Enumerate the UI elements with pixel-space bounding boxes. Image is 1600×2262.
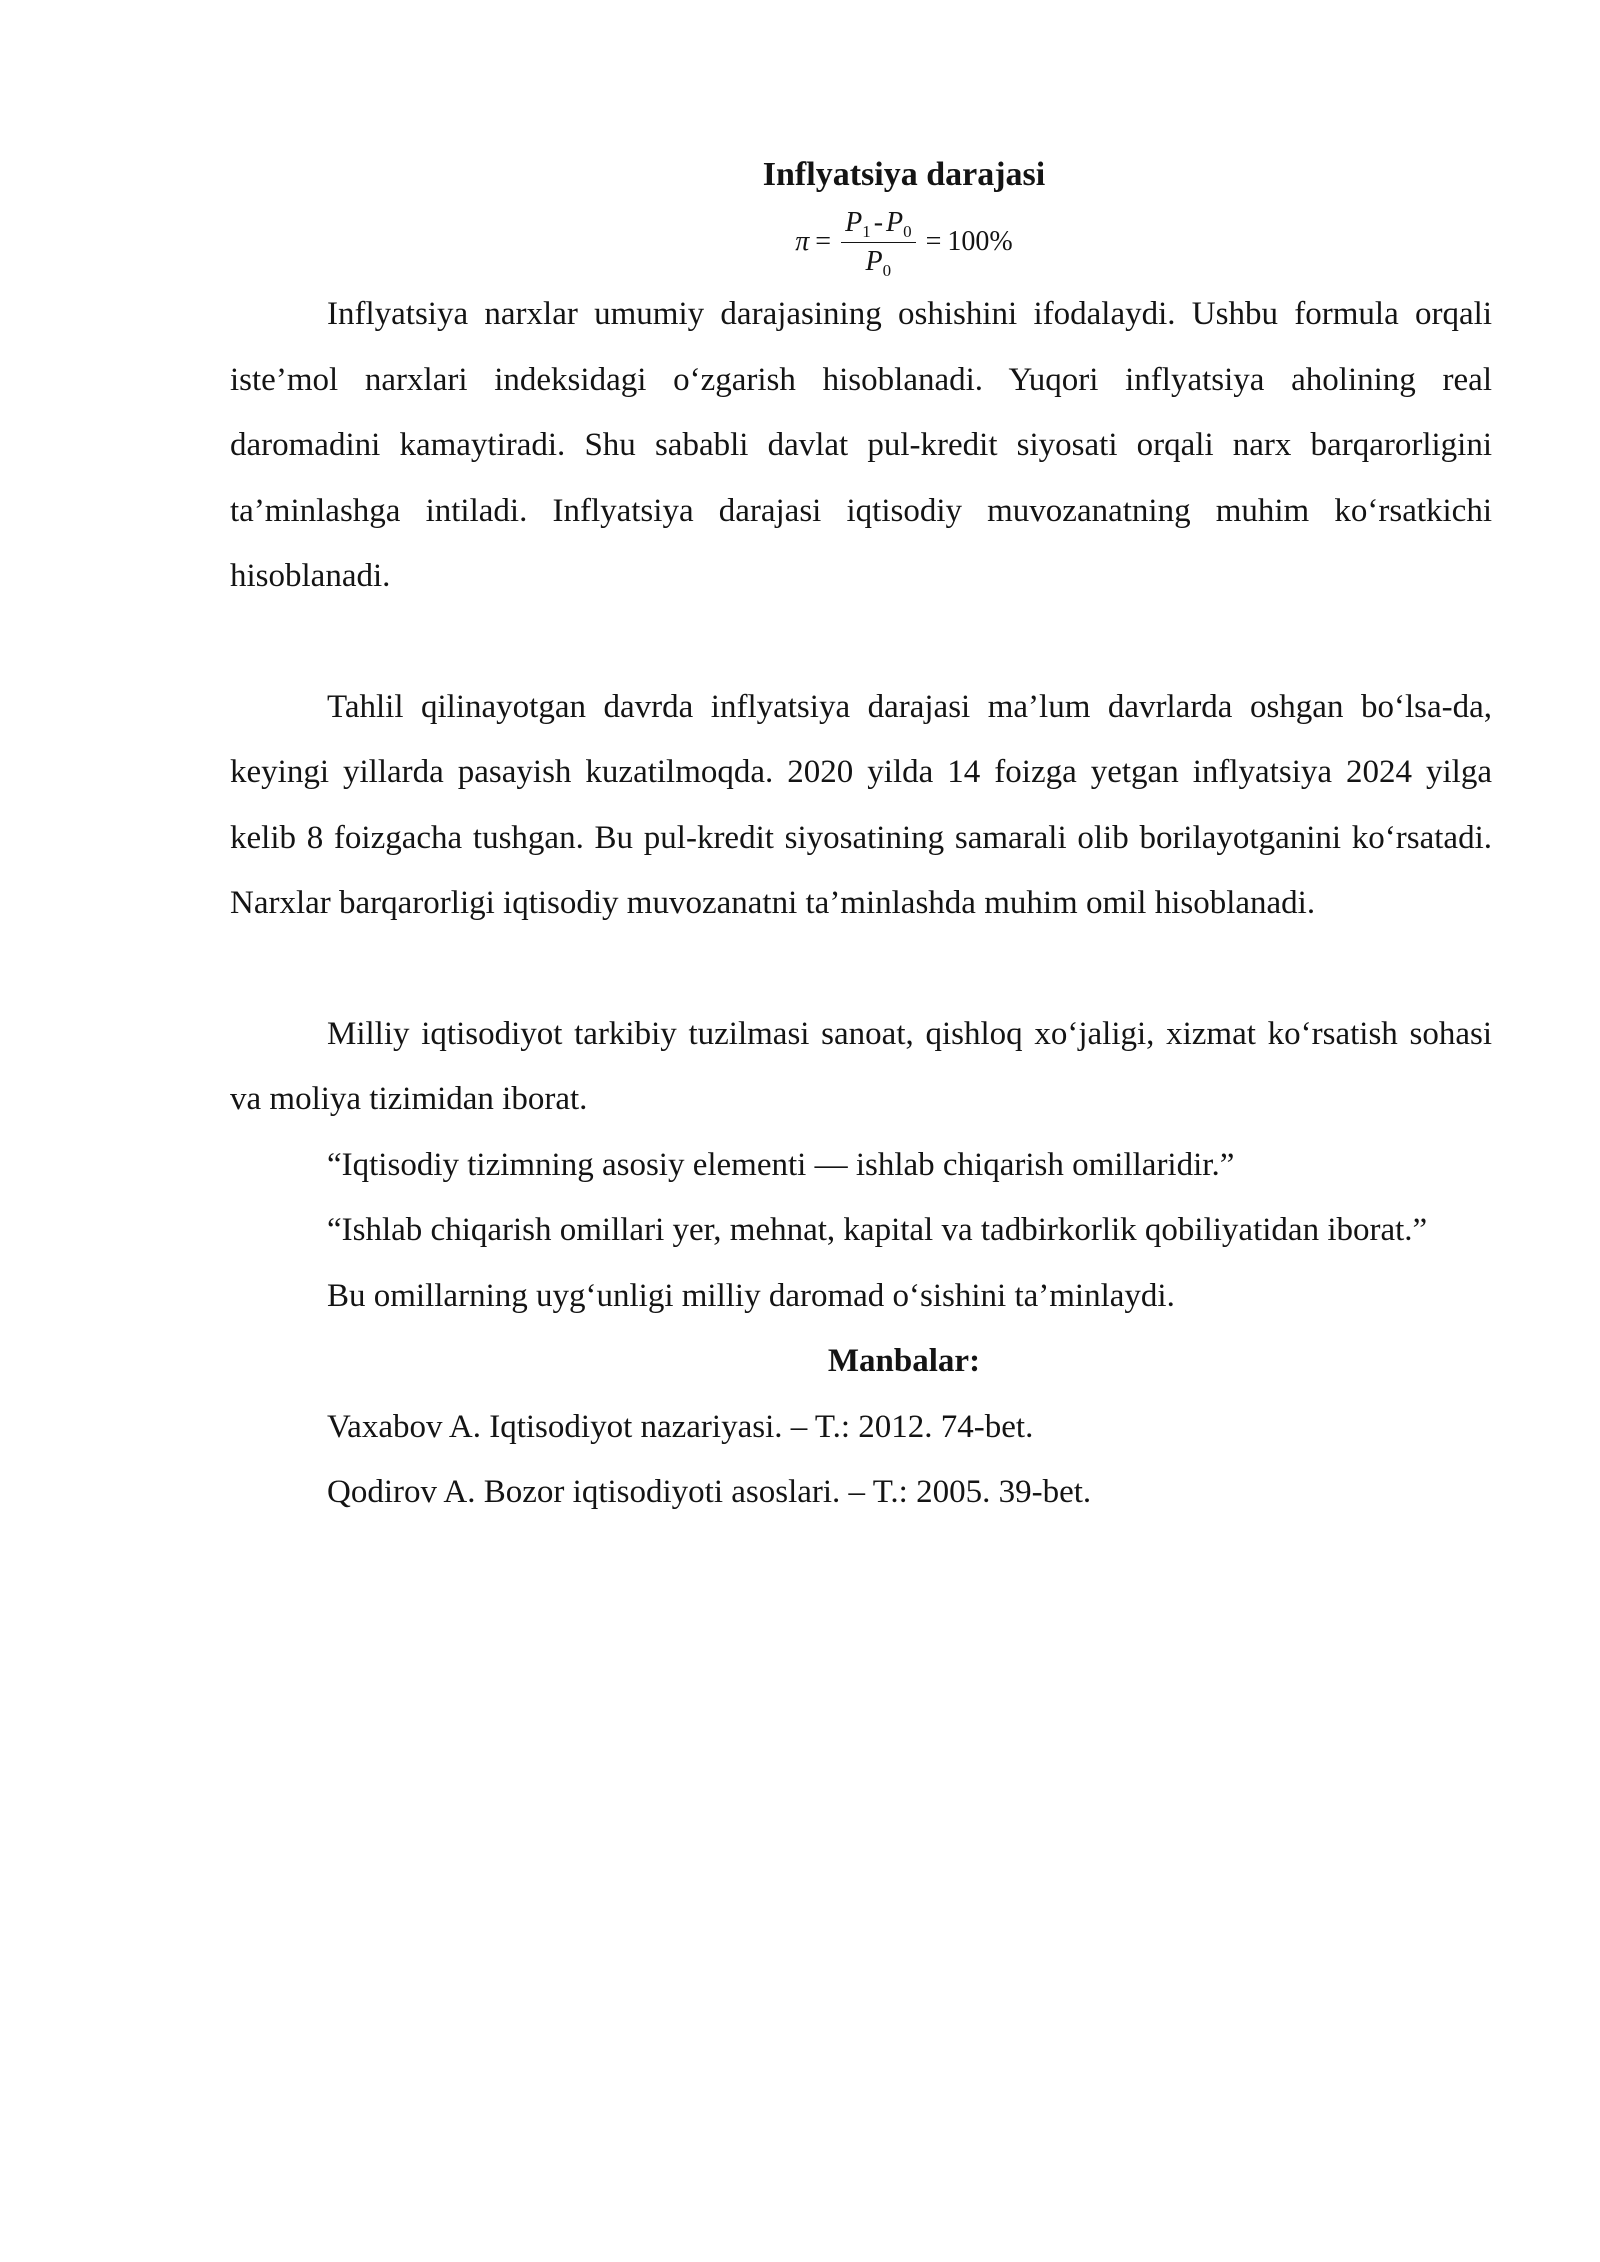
source-item: Vaxabov A. Iqtisodiyot nazariyasi. – T.: 2012. 74-bet.	[327, 1408, 1034, 1445]
quote-production-factors: “Ishlab chiqarish omillari yer, mehnat, kapital va tadbirkorlik qobiliyatidan iborat.”	[327, 1212, 1428, 1248]
paragraph-national-income: Bu omillarning uyg‘unligi milliy daromad o‘sishini ta’minlaydi.	[327, 1277, 1175, 1314]
formula-fraction	[841, 206, 916, 279]
formula-equals-1: =	[815, 226, 832, 257]
paragraph-inflation-analysis: Tahlil qilinayotgan davrda inflyatsiya darajasi ma’lum davrlarda oshgan bo‘lsa-da, keyingi yillarda pasayish kuzatilmoqda. 2020 yilda 14 foizga yetgan inflyatsiya 2024 yilga kelib 8 foizgacha tushgan. Bu pul-kredit siyosatining samarali olib borilayotganini ko‘rsatadi. Narxlar barqarorligi iqtisodiy muvozanatni ta’minlashda muhim omil hisoblanadi.	[230, 688, 1492, 921]
formula-denominator	[866, 243, 892, 279]
paragraph-inflation-definition: Inflyatsiya narxlar umumiy darajasining oshishini ifodalaydi. Ushbu formula orqali iste’mol narxlari indeksidagi o‘zgarish hisoblanadi. Yuqori inflyatsiya aholining real daromadini kamaytiradi. Shu sababli davlat pul-kredit siyosati orqali narx barqarorligini ta’minlashga intiladi. Inflyatsiya darajasi iqtisodiy muvozanatning muhim ko‘rsatkichi hisoblanadi.	[230, 296, 1492, 594]
quote-economic-system: “Iqtisodiy tizimning asosiy elementi — ishlab chiqarish omillaridir.”	[327, 1146, 1235, 1183]
document-title: Inflyatsiya darajasi	[762, 156, 1046, 193]
formula-p1-sub: 1	[862, 221, 871, 241]
formula-equals-2: =	[925, 226, 942, 257]
sources-heading: Manbalar:	[827, 1343, 981, 1379]
formula-den-p: P	[865, 245, 883, 277]
document-page	[230, 150, 1492, 1526]
formula-den-sub: 0	[882, 260, 892, 280]
formula-p1: P	[845, 206, 863, 238]
formula-p0: P	[886, 206, 904, 238]
paragraph-economy-structure: Milliy iqtisodiyot tarkibiy tuzilmasi sanoat, qishloq xo‘jaligi, xizmat ko‘rsatish sohasi va moliya tizimidan iborat.	[230, 1015, 1492, 1117]
formula-minus: -	[873, 206, 884, 238]
formula-result: 100%	[947, 226, 1013, 257]
formula-p0-sub: 0	[903, 221, 912, 241]
inflation-formula	[230, 202, 1492, 282]
paragraph-spacer	[230, 937, 1492, 1002]
source-item: Qodirov A. Bozor iqtisodiyoti asoslari. – T.: 2005. 39-bet.	[327, 1474, 1092, 1510]
paragraph-spacer	[230, 610, 1492, 675]
formula-pi: π	[795, 226, 810, 257]
formula-numerator	[841, 206, 916, 243]
